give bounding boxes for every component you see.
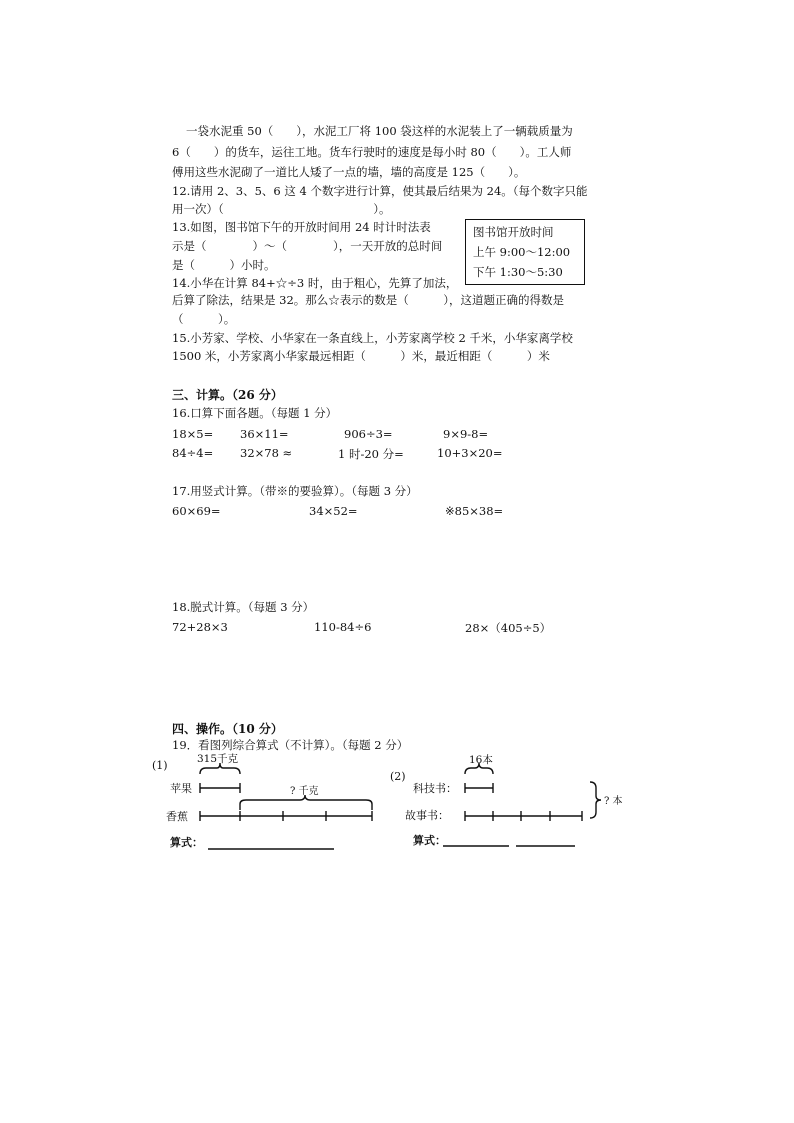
q18-item-3: 28×（405÷5） xyxy=(465,621,552,635)
banana-unknown-label: ? 千克 xyxy=(290,786,319,797)
q17-item-3: ※85×38= xyxy=(445,504,504,518)
q18-title: 18.脱式计算。（每题 3 分） xyxy=(172,600,315,614)
library-hours-afternoon: 下午 1:30～5:30 xyxy=(473,265,563,279)
figure-1-line-diagram xyxy=(150,752,390,857)
p14-line-1: 14.小华在计算 84+☆÷3 时，由于粗心，先算了加法， xyxy=(172,276,458,290)
p12-line-2: 用一次）（ ）。 xyxy=(172,202,391,216)
q16-r1-c1: 18×5= xyxy=(172,427,214,441)
q16-r1-c4: 9×9-8= xyxy=(443,427,489,441)
q17-title: 17.用竖式计算。（带※的要验算）。（每题 3 分） xyxy=(172,484,418,498)
p13-line-2: 示是（ ）～（ ），一天开放的总时间 xyxy=(172,239,443,253)
section4-heading: 四、操作。（10 分） xyxy=(172,722,283,736)
p11-line-1: 一袋水泥重 50（ ），水泥工厂将 100 袋这样的水泥装上了一辆载质量为 xyxy=(186,124,573,138)
p12-line-1: 12.请用 2、3、5、6 这 4 个数字进行计算，使其最后结果为 24。（每个数字只能 xyxy=(172,184,588,198)
formula-2-label: 算式： xyxy=(413,834,446,847)
p13-line-1: 13.如图，图书馆下午的开放时间用 24 时计时法表 xyxy=(172,220,431,234)
formula-1-label: 算式： xyxy=(170,836,203,849)
q17-item-2: 34×52= xyxy=(309,504,358,518)
fig2-label: (2) xyxy=(390,770,406,783)
fig1-label: (1) xyxy=(152,759,168,772)
q19-title: 19．看图列综合算式（不计算）。（每题 2 分） xyxy=(172,738,409,752)
banana-brace xyxy=(240,795,372,810)
figure-2-line-diagram xyxy=(385,752,635,857)
library-hours-morning: 上午 9:00～12:00 xyxy=(473,245,571,259)
p15-line-1: 15.小芳家、学校、小华家在一条直线上，小芳家离学校 2 千米，小华家离学校 xyxy=(172,331,573,345)
q16-r2-c2: 32×78 ≈ xyxy=(240,446,293,460)
q16-r1-c2: 36×11= xyxy=(240,427,289,441)
q17-item-1: 60×69= xyxy=(172,504,221,518)
q16-r2-c4: 10+3×20= xyxy=(437,446,503,460)
banana-label: 香蕉 xyxy=(166,810,188,823)
p14-line-2: 后算了除法，结果是 32。那么☆表示的数是（ ），这道题正确的得数是 xyxy=(172,293,565,307)
q18-item-2: 110-84÷6 xyxy=(314,620,372,634)
q16-r2-c3: 1 时-20 分= xyxy=(338,447,404,461)
library-hours-title: 图书馆开放时间 xyxy=(473,225,554,239)
total-label: ? 本 xyxy=(604,796,623,807)
p14-line-3: （ ）。 xyxy=(172,312,236,326)
q16-r2-c1: 84÷4= xyxy=(172,446,214,460)
library-hours-box xyxy=(465,219,585,285)
p11-line-3: 傅用这些水泥砌了一道比人矮了一点的墙，墙的高度是 125（ ）。 xyxy=(172,165,526,179)
story-label: 故事书： xyxy=(405,809,449,822)
science-label: 科技书： xyxy=(413,782,457,795)
q18-item-1: 72+28×3 xyxy=(172,620,228,634)
p11-line-2: 6（ ）的货车，运往工地。货车行驶时的速度是每小时 80（ ）。工人师 xyxy=(172,145,572,159)
section3-heading: 三、计算。（26 分） xyxy=(172,388,283,402)
q16-title: 16.口算下面各题。（每题 1 分） xyxy=(172,406,338,420)
science-count-label: 16本 xyxy=(469,754,493,766)
p15-line-2: 1500 米，小芳家离小华家最远相距（ ）米，最近相距（ ）米 xyxy=(172,349,550,363)
apple-label: 苹果 xyxy=(170,782,192,795)
q16-r1-c3: 906÷3= xyxy=(344,427,393,441)
apple-weight-label: 315千克 xyxy=(197,753,239,765)
p13-line-3: 是（ ）小时。 xyxy=(172,258,276,272)
total-brace xyxy=(590,782,601,818)
